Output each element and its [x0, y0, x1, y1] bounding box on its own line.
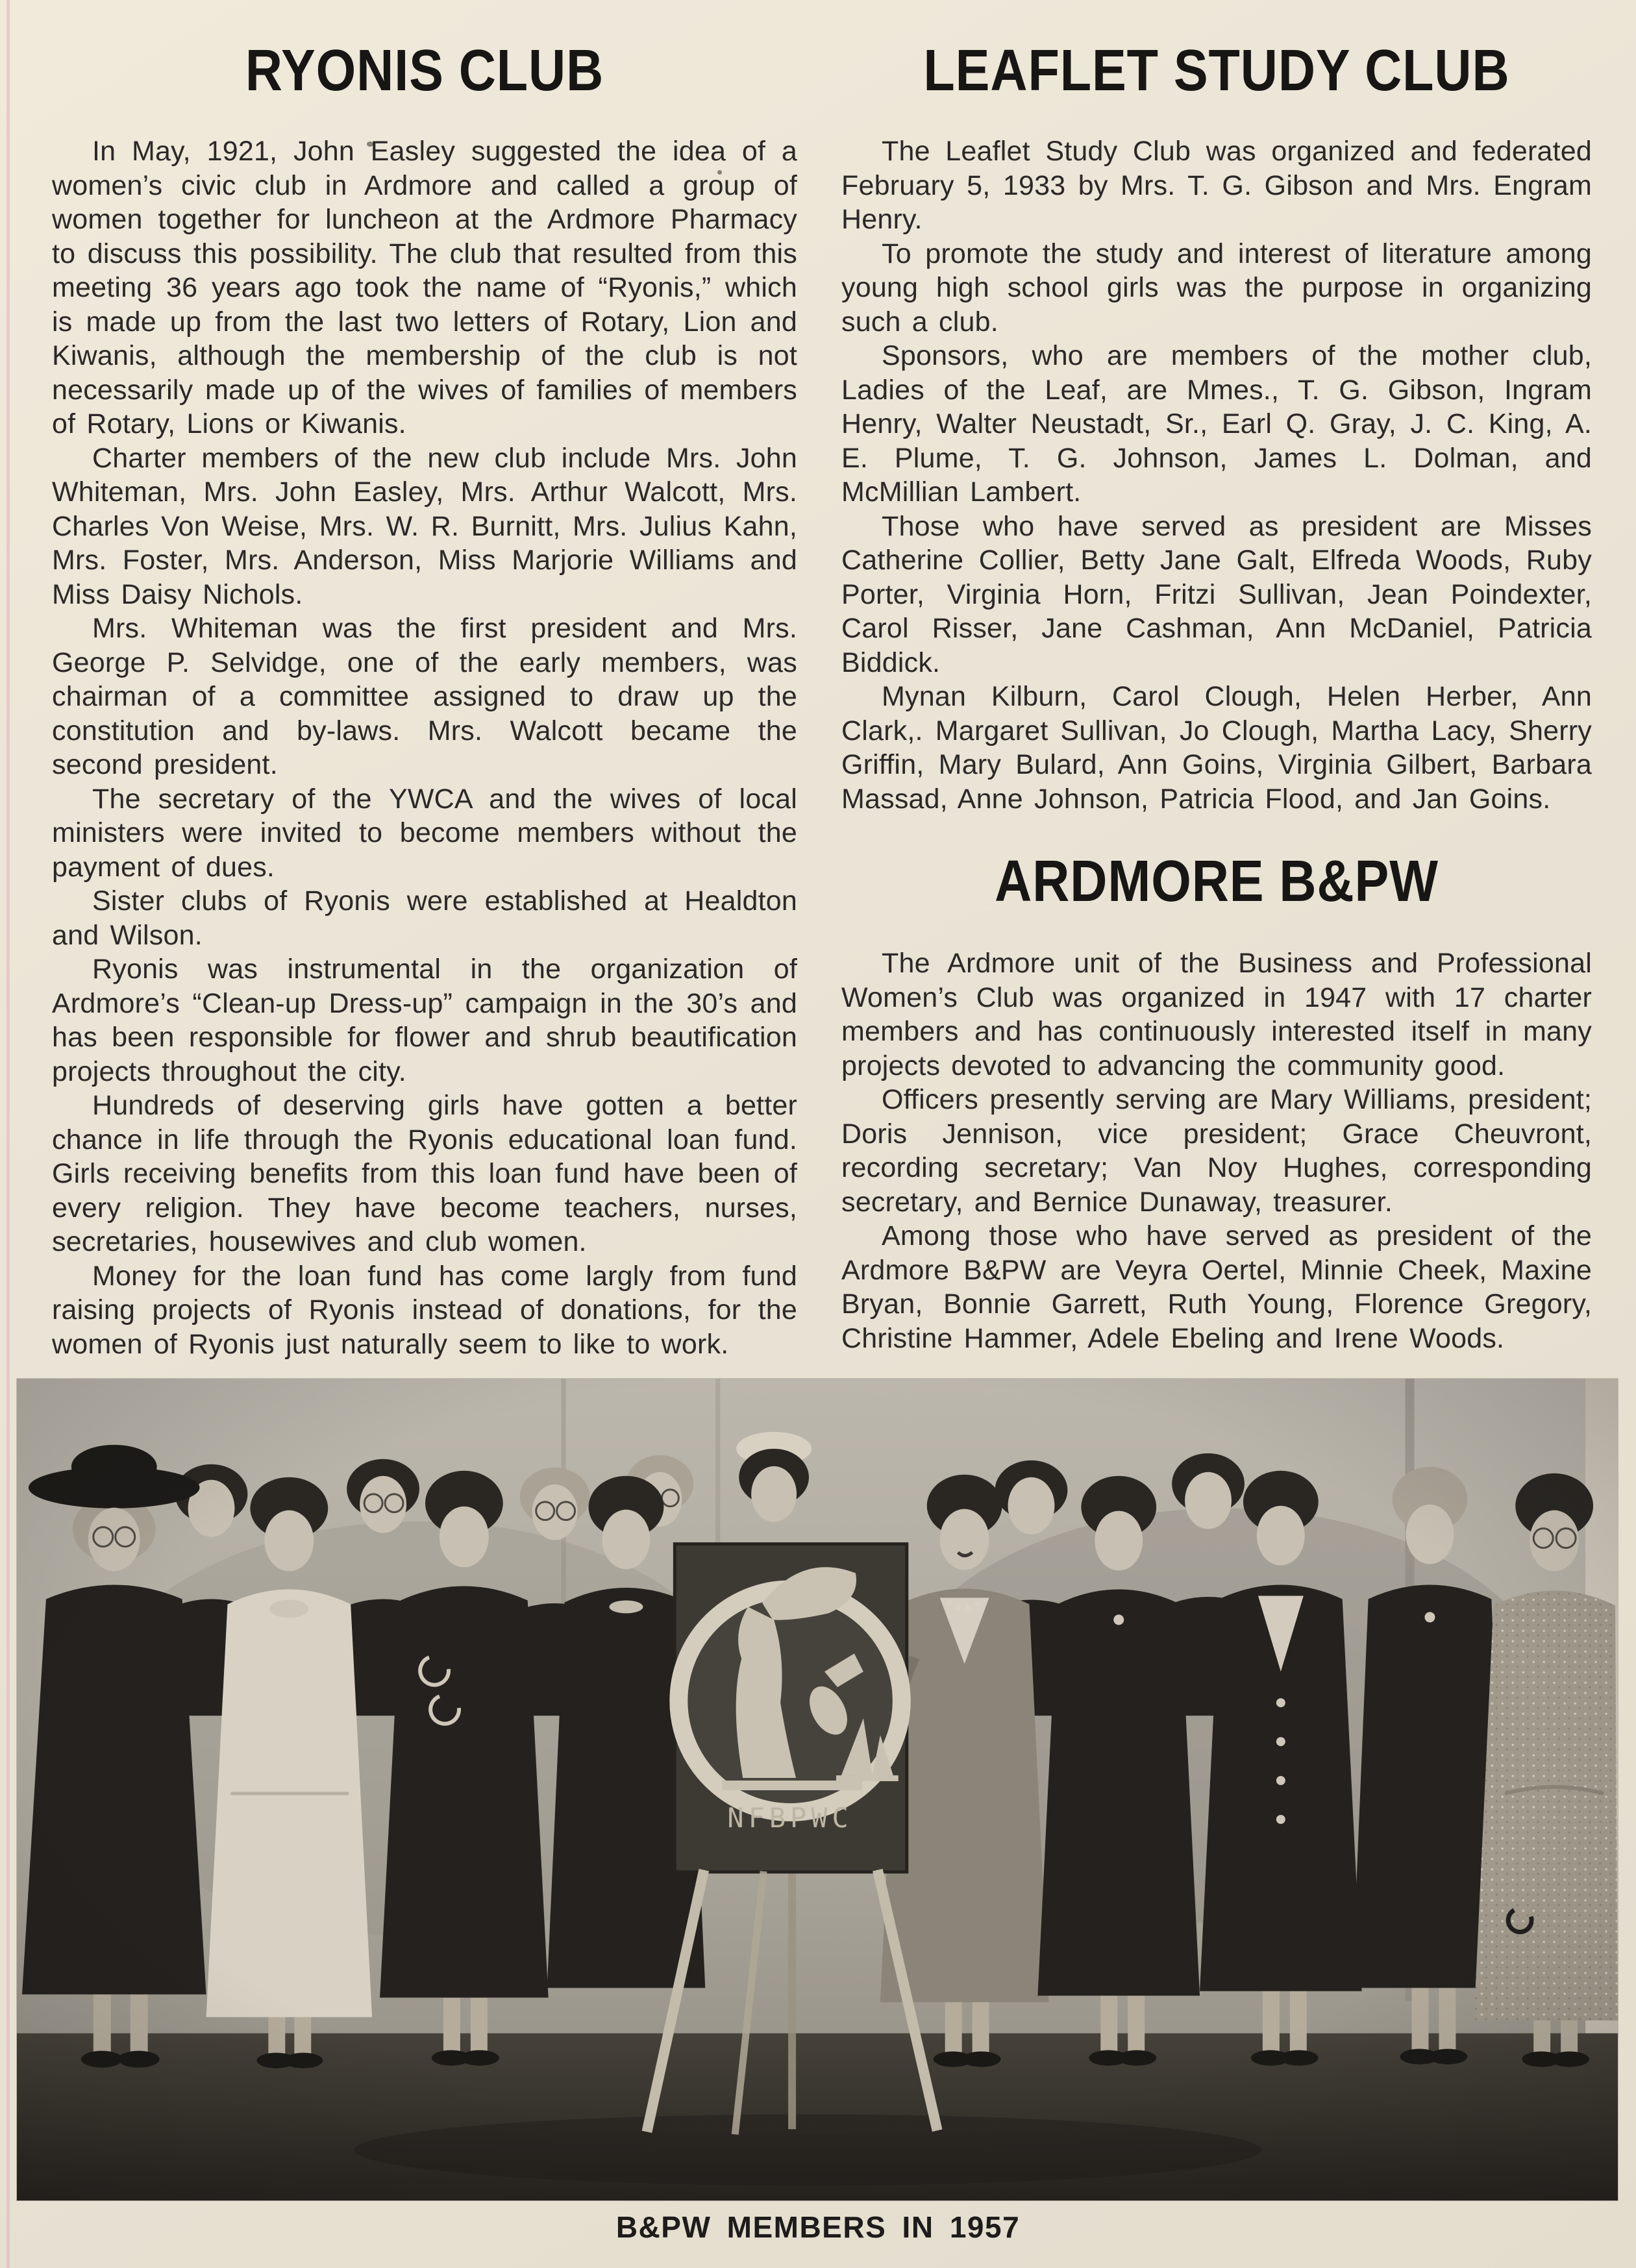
paragraph: Those who have served as president are Misses Catherine Collier, Betty Jane Galt, Elfreda Woods, Ruby Porter, Virginia Horn, Fritzi Sullivan, Jean Poindexter, Carol Risser, Jane Cashman, Ann McDaniel, Patricia Biddick.: [841, 510, 1592, 678]
paragraph: Money for the loan fund has come largly from fund raising projects of Ryonis instead of donations, for the women of Ryonis just naturally seem to like to work.: [52, 1260, 797, 1360]
leaflet-title: LEAFLET STUDY CLUB: [923, 38, 1510, 103]
group-photo-illustration: [17, 1379, 1618, 2200]
article-ryonis: [52, 38, 797, 1361]
paragraph: Ryonis was instrumental in the organization of Ardmore’s “Clean-up Dress-up” campaign in the 30’s and has been responsible for flower and shrub beautification projects throughout the city.: [52, 954, 797, 1087]
paragraph: The Leaflet Study Club was organized and federated February 5, 1933 by Mrs. T. G. Gibson and Mrs. Engram Henry.: [841, 136, 1592, 235]
paragraph: The secretary of the YWCA and the wives of local ministers were invited to become members without the payment of dues.: [52, 783, 797, 883]
paragraph: Charter members of the new club include Mrs. John Whiteman, Mrs. John Easley, Mrs. Arthur Walcott, Mrs. Charles Von Weise, Mrs. W. R. Burnitt, Mrs. Julius Kahn, Mrs. Foster, Mrs. Anderson, Miss Marjorie Williams and Miss Daisy Nichols.: [52, 442, 797, 610]
paragraph: Sponsors, who are members of the mother club, Ladies of the Leaf, are Mmes., T. G. Gibson, Ingram Henry, Walter Neustadt, Sr., Earl Q. Gray, J. C. King, A. E. Plume, T. G. Johnson, James L. Dolman, and McMillian Lambert.: [841, 340, 1592, 508]
article-leaflet: [841, 38, 1592, 816]
scan-edge-artifact: [6, 0, 10, 2268]
right-column: [841, 38, 1592, 1355]
paragraph: In May, 1921, John Easley suggested the idea of a women’s civic club in Ardmore and called a group of women together for luncheon at the Ardmore Pharmacy to discuss this possibility. The club that resulted from this meeting 36 years ago took the name of “Ryonis,” which is made up from the last two letters of Rotary, Lion and Kiwanis, although the membership of the club is not necessarily made up of the wives of families of members of Rotary, Lions or Kiwanis.: [52, 136, 797, 439]
paragraph: To promote the study and interest of literature among young high school girls was the purpose in organizing such a club.: [841, 238, 1592, 338]
ryonis-title: RYONIS CLUB: [245, 38, 604, 103]
paragraph: Mynan Kilburn, Carol Clough, Helen Herber, Ann Clark,. Margaret Sullivan, Jo Clough, Martha Lacy, Sherry Griffin, Mary Bulard, Ann Goins, Virginia Gilbert, Barbara Massad, Anne Johnson, Patricia Flood, and Jan Goins.: [841, 681, 1592, 815]
photo-vignette: [17, 1379, 1618, 2200]
paragraph: Mrs. Whiteman was the first president and Mrs. George P. Selvidge, one of the early members, was chairman of a committee assigned to draw up the constitution and by-laws. Mrs. Walcott became the second president.: [52, 613, 797, 780]
group-photo: [17, 1379, 1618, 2200]
paragraph: Among those who have served as president of the Ardmore B&PW are Veyra Oertel, Minnie Cheek, Maxine Bryan, Bonnie Garrett, Ruth Young, Florence Gregory, Christine Hammer, Adele Ebeling and Irene Woods.: [841, 1220, 1592, 1354]
paragraph: The Ardmore unit of the Business and Professional Women’s Club was organized in 1947 with 17 charter members and has continuously interested itself in many projects devoted to advancing the community good.: [841, 948, 1592, 1081]
photo-caption: B&PW MEMBERS IN 1957: [615, 2210, 1021, 2244]
article-bpw: [841, 848, 1592, 1355]
paragraph: Hundreds of deserving girls have gotten a better chance in life through the Ryonis educational loan fund. Girls receiving benefits from this loan fund have been of every religion. They have become teachers, nurses, secretaries, housewives and club women.: [52, 1090, 797, 1257]
bpw-title: ARDMORE B&PW: [995, 849, 1439, 914]
paragraph: Sister clubs of Ryonis were established at Healdton and Wilson.: [52, 885, 797, 951]
paragraph: Officers presently serving are Mary Williams, president; Doris Jennison, vice president; Grace Cheuvront, recording secretary; Van Noy Hughes, corresponding secretary, and Bernice Dunaway, treasurer.: [841, 1084, 1592, 1218]
